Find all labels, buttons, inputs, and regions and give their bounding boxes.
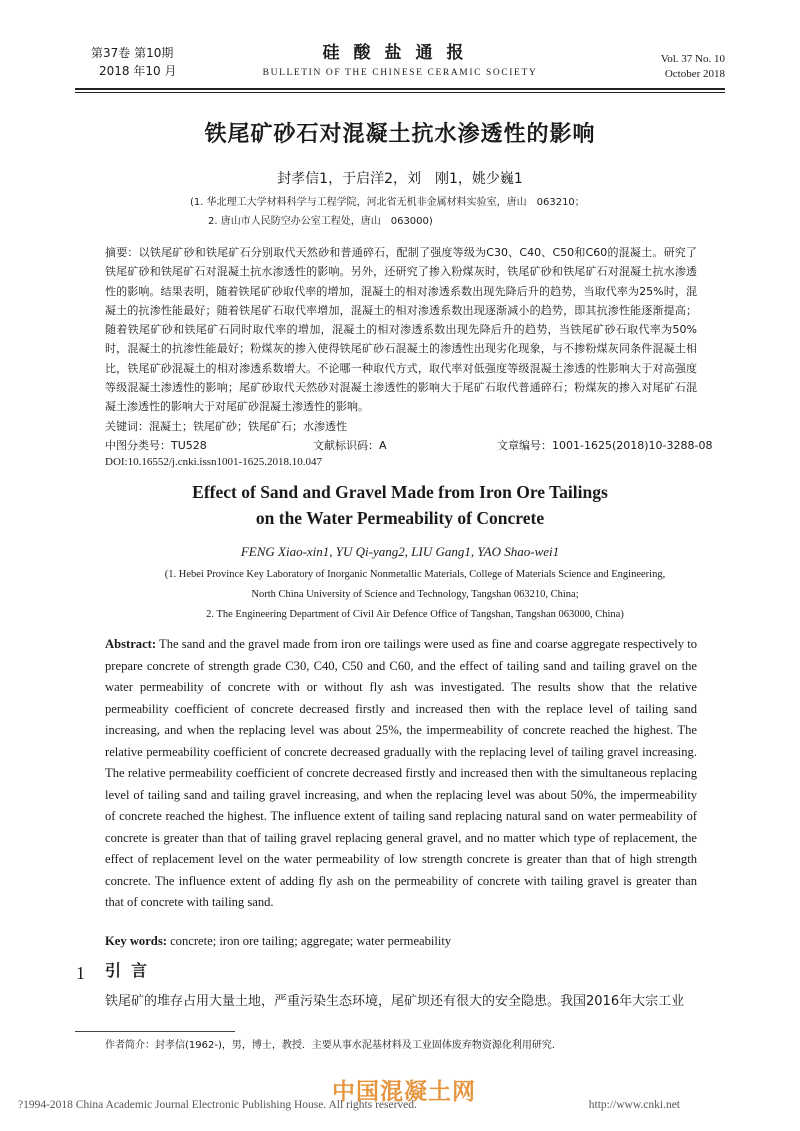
section-title: 引言 [105, 961, 158, 980]
affiliation-en-3: 2. The Engineering Department of Civil Air Defence Office of Tangshan, Tangshan 063000, China) [206, 609, 624, 620]
article-number: 文章编号：1001-1625(2018)10-3288-08 [497, 439, 713, 452]
copyright-notice: ?1994-2018 China Academic Journal Electronic Publishing House. All rights reserved. [18, 1099, 417, 1111]
affiliations-cn [190, 193, 670, 231]
paper-title-en-line2: on the Water Permeability of Concrete [255, 508, 545, 528]
volume-issue-en: Vol. 37 No. 10 [660, 53, 725, 65]
paper-title-en-line1: Effect of Sand and Gravel Made from Iron Ore Tailings [192, 482, 608, 502]
author-footnote: 作者简介：封孝信(1962-)，男，博士，教授．主要从事水泥基材料及工业固体废弃物资源化利用研究． [105, 1040, 562, 1051]
clc-number: 中图分类号：TU528 [105, 439, 207, 452]
journal-name [250, 38, 550, 78]
cnki-link[interactable]: http://www.cnki.net [588, 1099, 680, 1111]
footnote-rule [75, 1031, 235, 1032]
date-en: October 2018 [664, 68, 725, 80]
header-rule-thick [75, 88, 725, 90]
abstract-cn-body: 以铁尾矿砂和铁尾矿石分别取代天然砂和普通碎石，配制了强度等级为C30、C40、C50和C60的混凝土。研究了铁尾矿砂和铁尾矿石对混凝土抗水渗透性的影响。另外，还研究了掺入粉煤灰时，铁尾矿砂和铁尾矿石对混凝土抗水渗透性的影响。结果表明，随着铁尾矿砂取代率的增加，混凝土的相对渗透系数出现先降后升的趋势，当取代率为25%时，混凝土的抗渗性能最好；随着铁尾矿石取代率增加，混凝土的相对渗透系数出现逐渐减小的趋势，即其抗渗性能逐渐提高；随着铁尾矿砂和铁尾矿石同时取代率的增加，混凝土的相对渗透系数出现先降后升的趋势，当铁尾矿砂石取代率为50%时，混凝土的抗渗性能最好；粉煤灰的掺入使得铁尾矿砂石混凝土的渗透性出现劣化现象，与不掺粉煤灰同条件混凝土相比，铁尾矿砂混凝土的相对渗透系数增大。不论哪一种取代方式，取代率对低强度等级混凝土渗透的性影响大于对高强度等级混凝土渗透性的影响；尾矿砂取代天然砂对混凝土渗透性的影响大于尾矿石取代普通碎石；粉煤灰的掺入对尾矿石混凝土渗透性的影响大于对尾矿砂混凝土渗透性的影响。 [105, 246, 698, 414]
header-rule-thin [75, 92, 725, 93]
header-volume-issue-cn [91, 44, 176, 80]
intro-paragraph: 铁尾矿的堆存占用大量土地，严重污染生态环境，尾矿坝还有很大的安全隐患。我国2016年大宗工业 [105, 994, 685, 1009]
affiliation-en-2: North China University of Science and Technology, Tangshan 063210, China; [251, 589, 579, 600]
section-number: 1 [76, 963, 85, 983]
journal-name-cn: 硅酸盐通报 [322, 43, 478, 63]
affiliation-cn-2: 2. 唐山市人民防空办公室工程处，唐山 063000) [208, 216, 433, 227]
journal-name-en: BULLETIN OF THE CHINESE CERAMIC SOCIETY [262, 68, 538, 78]
doi: DOI:10.16552/j.cnki.issn1001-1625.2018.10.047 [105, 456, 322, 468]
keywords-en-body: concrete; iron ore tailing; aggregate; water permeability [170, 934, 452, 948]
abstract-cn-label: 摘要： [105, 246, 139, 259]
keywords-cn: 关键词：混凝土；铁尾矿砂；铁尾矿石；水渗透性 [105, 420, 347, 433]
keywords-en [105, 934, 451, 949]
authors-cn: 封孝信1，于启洋2，刘 刚1，姚少巍1 [277, 171, 523, 187]
abstract-cn [105, 243, 697, 417]
abstract-en-label: Abstract: [105, 637, 157, 651]
abstract-en [105, 634, 697, 914]
keywords-en-label: Key words: [105, 934, 167, 948]
affiliations-en [160, 565, 670, 625]
paper-title-cn: 铁尾矿砂石对混凝土抗水渗透性的影响 [204, 122, 596, 147]
header-volume-issue-en [661, 52, 725, 82]
document-code: 文献标识码：A [313, 439, 387, 452]
affiliation-cn-1: (1. 华北理工大学材料科学与工程学院，河北省无机非金属材料实验室，唐山 063210； [190, 197, 585, 208]
affiliation-en-1: (1. Hebei Province Key Laboratory of Inorganic Nonmetallic Materials, College of Materials Science and Engineering, [164, 569, 666, 580]
authors-en: FENG Xiao-xin1, YU Qi-yang2, LIU Gang1, YAO Shao-wei1 [240, 544, 560, 559]
date-cn: 2018 年10 月 [99, 64, 177, 78]
watermark-logo: 中国混凝土网 [332, 1079, 476, 1105]
volume-issue-cn: 第37卷 第10期 [91, 46, 174, 60]
abstract-en-body: The sand and the gravel made from iron ore tailings were used as fine and coarse aggregate respectively to prepare concrete of strength grade C30, C40, C50 and C60, and the effect of tailing sand and tailing gravel on the water permeability of concrete with or without fly ash was investigated. The results show that the relative permeability coefficient of concrete decreased firstly and increased then with the replace level of tailing sand increasing, and when the replacing level was about 25%, the impermeability of concrete reached the highest. The relative permeability coefficient of concrete decreased gradually with the replacing level of tailing gravel increasing. The relative permeability coefficient of concrete decreased firstly and increased then with the simultaneous replacing level of tailing sand and tailing gravel increasing, and when the replacing level was about 50%, the impermeability of concrete reached the highest. The influence extent of tailing sand replacing natural sand on water permeability of concrete is greater than that of tailing gravel replacing general gravel, and no matter which type of replacement, the effect of replacement level on the water permeability of low strength concrete is greater than that of high strength concrete. The influence extent of adding fly ash on the permeability of concrete with tailing gravel is greater than that of concrete with tailing sand. [105, 637, 697, 909]
paper-title-en [0, 479, 800, 531]
